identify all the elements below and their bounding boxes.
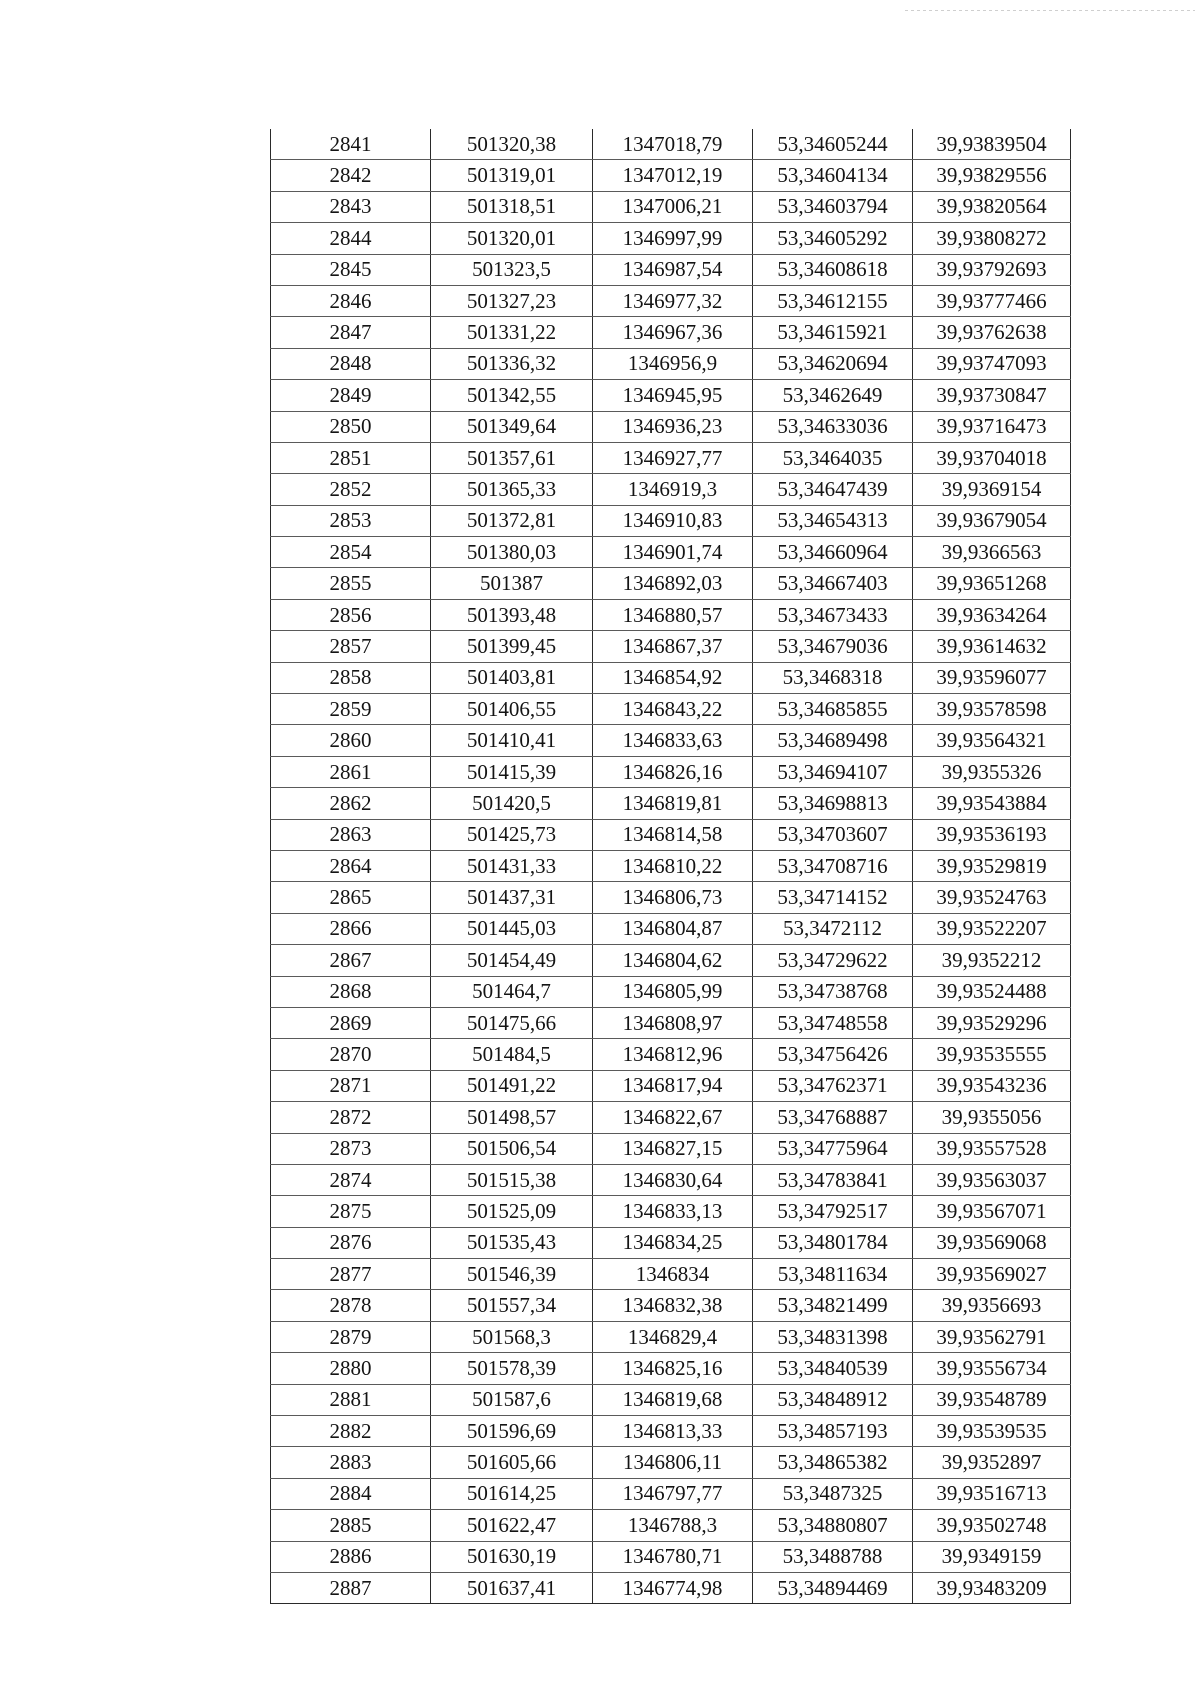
- point-number-cell: 2880: [271, 1353, 431, 1384]
- point-number-cell: 2873: [271, 1133, 431, 1164]
- x-coordinate-cell: 501445,03: [431, 913, 593, 944]
- point-number-cell: 2884: [271, 1478, 431, 1509]
- x-coordinate-cell: 501331,22: [431, 317, 593, 348]
- x-coordinate-cell: 501491,22: [431, 1070, 593, 1101]
- x-coordinate-cell: 501484,5: [431, 1039, 593, 1070]
- x-coordinate-cell: 501578,39: [431, 1353, 593, 1384]
- x-coordinate-cell: 501387: [431, 568, 593, 599]
- latitude-cell: 53,34848912: [753, 1384, 913, 1415]
- point-number-cell: 2882: [271, 1416, 431, 1447]
- y-coordinate-cell: 1346805,99: [593, 976, 753, 1007]
- longitude-cell: 39,93829556: [913, 160, 1071, 191]
- longitude-cell: 39,93634264: [913, 599, 1071, 630]
- x-coordinate-cell: 501475,66: [431, 1007, 593, 1038]
- latitude-cell: 53,34748558: [753, 1007, 913, 1038]
- x-coordinate-cell: 501498,57: [431, 1102, 593, 1133]
- latitude-cell: 53,34654313: [753, 505, 913, 536]
- x-coordinate-cell: 501323,5: [431, 254, 593, 285]
- table-row: [271, 788, 1071, 819]
- point-number-cell: 2862: [271, 788, 431, 819]
- point-number-cell: 2877: [271, 1259, 431, 1290]
- longitude-cell: 39,93543884: [913, 788, 1071, 819]
- table-row: [271, 568, 1071, 599]
- point-number-cell: 2868: [271, 976, 431, 1007]
- latitude-cell: 53,34689498: [753, 725, 913, 756]
- point-number-cell: 2857: [271, 631, 431, 662]
- x-coordinate-cell: 501320,01: [431, 223, 593, 254]
- y-coordinate-cell: 1346854,92: [593, 662, 753, 693]
- coordinates-table-container: [270, 129, 1070, 1604]
- point-number-cell: 2853: [271, 505, 431, 536]
- y-coordinate-cell: 1346829,4: [593, 1321, 753, 1352]
- latitude-cell: 53,3472112: [753, 913, 913, 944]
- y-coordinate-cell: 1346780,71: [593, 1541, 753, 1572]
- point-number-cell: 2874: [271, 1164, 431, 1195]
- longitude-cell: 39,9352897: [913, 1447, 1071, 1478]
- point-number-cell: 2863: [271, 819, 431, 850]
- longitude-cell: 39,9349159: [913, 1541, 1071, 1572]
- point-number-cell: 2875: [271, 1196, 431, 1227]
- longitude-cell: 39,93614632: [913, 631, 1071, 662]
- point-number-cell: 2841: [271, 129, 431, 160]
- latitude-cell: 53,34880807: [753, 1510, 913, 1541]
- x-coordinate-cell: 501425,73: [431, 819, 593, 850]
- x-coordinate-cell: 501320,38: [431, 129, 593, 160]
- longitude-cell: 39,93567071: [913, 1196, 1071, 1227]
- y-coordinate-cell: 1346867,37: [593, 631, 753, 662]
- table-row: [271, 945, 1071, 976]
- point-number-cell: 2844: [271, 223, 431, 254]
- y-coordinate-cell: 1346936,23: [593, 411, 753, 442]
- table-row: [271, 1541, 1071, 1572]
- x-coordinate-cell: 501596,69: [431, 1416, 593, 1447]
- latitude-cell: 53,34620694: [753, 348, 913, 379]
- point-number-cell: 2886: [271, 1541, 431, 1572]
- latitude-cell: 53,34768887: [753, 1102, 913, 1133]
- x-coordinate-cell: 501557,34: [431, 1290, 593, 1321]
- y-coordinate-cell: 1346997,99: [593, 223, 753, 254]
- point-number-cell: 2855: [271, 568, 431, 599]
- table-row: [271, 599, 1071, 630]
- longitude-cell: 39,93536193: [913, 819, 1071, 850]
- y-coordinate-cell: 1347012,19: [593, 160, 753, 191]
- table-row: [271, 505, 1071, 536]
- table-row: [271, 1227, 1071, 1258]
- table-row: [271, 725, 1071, 756]
- point-number-cell: 2860: [271, 725, 431, 756]
- x-coordinate-cell: 501349,64: [431, 411, 593, 442]
- y-coordinate-cell: 1347006,21: [593, 191, 753, 222]
- table-row: [271, 913, 1071, 944]
- x-coordinate-cell: 501525,09: [431, 1196, 593, 1227]
- latitude-cell: 53,34679036: [753, 631, 913, 662]
- longitude-cell: 39,93535555: [913, 1039, 1071, 1070]
- table-row: [271, 1164, 1071, 1195]
- x-coordinate-cell: 501410,41: [431, 725, 593, 756]
- table-row: [271, 537, 1071, 568]
- y-coordinate-cell: 1346892,03: [593, 568, 753, 599]
- point-number-cell: 2865: [271, 882, 431, 913]
- latitude-cell: 53,34708716: [753, 850, 913, 881]
- latitude-cell: 53,3464035: [753, 442, 913, 473]
- y-coordinate-cell: 1346827,15: [593, 1133, 753, 1164]
- y-coordinate-cell: 1346822,67: [593, 1102, 753, 1133]
- latitude-cell: 53,34647439: [753, 474, 913, 505]
- longitude-cell: 39,93562791: [913, 1321, 1071, 1352]
- latitude-cell: 53,34857193: [753, 1416, 913, 1447]
- latitude-cell: 53,34612155: [753, 285, 913, 316]
- latitude-cell: 53,3488788: [753, 1541, 913, 1572]
- latitude-cell: 53,34605244: [753, 129, 913, 160]
- longitude-cell: 39,93839504: [913, 129, 1071, 160]
- latitude-cell: 53,34703607: [753, 819, 913, 850]
- latitude-cell: 53,34714152: [753, 882, 913, 913]
- x-coordinate-cell: 501399,45: [431, 631, 593, 662]
- x-coordinate-cell: 501605,66: [431, 1447, 593, 1478]
- table-row: [271, 1353, 1071, 1384]
- y-coordinate-cell: 1346910,83: [593, 505, 753, 536]
- point-number-cell: 2846: [271, 285, 431, 316]
- x-coordinate-cell: 501515,38: [431, 1164, 593, 1195]
- latitude-cell: 53,34756426: [753, 1039, 913, 1070]
- y-coordinate-cell: 1346956,9: [593, 348, 753, 379]
- table-row: [271, 1007, 1071, 1038]
- longitude-cell: 39,93539535: [913, 1416, 1071, 1447]
- longitude-cell: 39,93524763: [913, 882, 1071, 913]
- y-coordinate-cell: 1346797,77: [593, 1478, 753, 1509]
- point-number-cell: 2849: [271, 380, 431, 411]
- table-row: [271, 254, 1071, 285]
- latitude-cell: 53,34762371: [753, 1070, 913, 1101]
- y-coordinate-cell: 1346810,22: [593, 850, 753, 881]
- longitude-cell: 39,93777466: [913, 285, 1071, 316]
- y-coordinate-cell: 1346843,22: [593, 694, 753, 725]
- y-coordinate-cell: 1346919,3: [593, 474, 753, 505]
- x-coordinate-cell: 501372,81: [431, 505, 593, 536]
- y-coordinate-cell: 1346806,11: [593, 1447, 753, 1478]
- x-coordinate-cell: 501415,39: [431, 756, 593, 787]
- y-coordinate-cell: 1346788,3: [593, 1510, 753, 1541]
- table-row: [271, 756, 1071, 787]
- x-coordinate-cell: 501535,43: [431, 1227, 593, 1258]
- y-coordinate-cell: 1346804,62: [593, 945, 753, 976]
- y-coordinate-cell: 1346987,54: [593, 254, 753, 285]
- table-row: [271, 1133, 1071, 1164]
- latitude-cell: 53,34821499: [753, 1290, 913, 1321]
- point-number-cell: 2852: [271, 474, 431, 505]
- y-coordinate-cell: 1347018,79: [593, 129, 753, 160]
- x-coordinate-cell: 501431,33: [431, 850, 593, 881]
- y-coordinate-cell: 1346834,25: [593, 1227, 753, 1258]
- table-row: [271, 631, 1071, 662]
- latitude-cell: 53,34865382: [753, 1447, 913, 1478]
- x-coordinate-cell: 501318,51: [431, 191, 593, 222]
- longitude-cell: 39,93522207: [913, 913, 1071, 944]
- x-coordinate-cell: 501336,32: [431, 348, 593, 379]
- longitude-cell: 39,93524488: [913, 976, 1071, 1007]
- y-coordinate-cell: 1346813,33: [593, 1416, 753, 1447]
- longitude-cell: 39,93704018: [913, 442, 1071, 473]
- x-coordinate-cell: 501454,49: [431, 945, 593, 976]
- longitude-cell: 39,93792693: [913, 254, 1071, 285]
- latitude-cell: 53,34801784: [753, 1227, 913, 1258]
- x-coordinate-cell: 501327,23: [431, 285, 593, 316]
- longitude-cell: 39,93820564: [913, 191, 1071, 222]
- longitude-cell: 39,9356693: [913, 1290, 1071, 1321]
- x-coordinate-cell: 501342,55: [431, 380, 593, 411]
- x-coordinate-cell: 501614,25: [431, 1478, 593, 1509]
- table-row: [271, 1196, 1071, 1227]
- latitude-cell: 53,3487325: [753, 1478, 913, 1509]
- table-row: [271, 223, 1071, 254]
- longitude-cell: 39,93808272: [913, 223, 1071, 254]
- table-row: [271, 1321, 1071, 1352]
- x-coordinate-cell: 501393,48: [431, 599, 593, 630]
- latitude-cell: 53,34738768: [753, 976, 913, 1007]
- point-number-cell: 2866: [271, 913, 431, 944]
- point-number-cell: 2858: [271, 662, 431, 693]
- longitude-cell: 39,93747093: [913, 348, 1071, 379]
- y-coordinate-cell: 1346817,94: [593, 1070, 753, 1101]
- latitude-cell: 53,34667403: [753, 568, 913, 599]
- longitude-cell: 39,93564321: [913, 725, 1071, 756]
- x-coordinate-cell: 501403,81: [431, 662, 593, 693]
- point-number-cell: 2887: [271, 1572, 431, 1603]
- latitude-cell: 53,34615921: [753, 317, 913, 348]
- y-coordinate-cell: 1346812,96: [593, 1039, 753, 1070]
- latitude-cell: 53,34729622: [753, 945, 913, 976]
- latitude-cell: 53,3468318: [753, 662, 913, 693]
- x-coordinate-cell: 501587,6: [431, 1384, 593, 1415]
- longitude-cell: 39,93516713: [913, 1478, 1071, 1509]
- y-coordinate-cell: 1346833,63: [593, 725, 753, 756]
- x-coordinate-cell: 501568,3: [431, 1321, 593, 1352]
- x-coordinate-cell: 501357,61: [431, 442, 593, 473]
- longitude-cell: 39,93569068: [913, 1227, 1071, 1258]
- y-coordinate-cell: 1346880,57: [593, 599, 753, 630]
- point-number-cell: 2861: [271, 756, 431, 787]
- y-coordinate-cell: 1346834: [593, 1259, 753, 1290]
- y-coordinate-cell: 1346833,13: [593, 1196, 753, 1227]
- point-number-cell: 2870: [271, 1039, 431, 1070]
- latitude-cell: 53,34698813: [753, 788, 913, 819]
- point-number-cell: 2871: [271, 1070, 431, 1101]
- latitude-cell: 53,34694107: [753, 756, 913, 787]
- longitude-cell: 39,93596077: [913, 662, 1071, 693]
- table-row: [271, 411, 1071, 442]
- longitude-cell: 39,93716473: [913, 411, 1071, 442]
- latitude-cell: 53,34604134: [753, 160, 913, 191]
- table-row: [271, 285, 1071, 316]
- longitude-cell: 39,93543236: [913, 1070, 1071, 1101]
- table-row: [271, 1102, 1071, 1133]
- longitude-cell: 39,9366563: [913, 537, 1071, 568]
- y-coordinate-cell: 1346825,16: [593, 1353, 753, 1384]
- table-row: [271, 1290, 1071, 1321]
- point-number-cell: 2883: [271, 1447, 431, 1478]
- point-number-cell: 2869: [271, 1007, 431, 1038]
- table-row: [271, 819, 1071, 850]
- table-row: [271, 1510, 1071, 1541]
- latitude-cell: 53,34685855: [753, 694, 913, 725]
- x-coordinate-cell: 501464,7: [431, 976, 593, 1007]
- latitude-cell: 53,34633036: [753, 411, 913, 442]
- y-coordinate-cell: 1346901,74: [593, 537, 753, 568]
- table-row: [271, 317, 1071, 348]
- latitude-cell: 53,34673433: [753, 599, 913, 630]
- y-coordinate-cell: 1346832,38: [593, 1290, 753, 1321]
- y-coordinate-cell: 1346819,81: [593, 788, 753, 819]
- latitude-cell: 53,34608618: [753, 254, 913, 285]
- point-number-cell: 2859: [271, 694, 431, 725]
- point-number-cell: 2856: [271, 599, 431, 630]
- table-row: [271, 1572, 1071, 1603]
- point-number-cell: 2867: [271, 945, 431, 976]
- longitude-cell: 39,93548789: [913, 1384, 1071, 1415]
- latitude-cell: 53,34894469: [753, 1572, 913, 1603]
- y-coordinate-cell: 1346804,87: [593, 913, 753, 944]
- longitude-cell: 39,93563037: [913, 1164, 1071, 1195]
- longitude-cell: 39,93730847: [913, 380, 1071, 411]
- table-row: [271, 1384, 1071, 1415]
- longitude-cell: 39,93529819: [913, 850, 1071, 881]
- latitude-cell: 53,34783841: [753, 1164, 913, 1195]
- y-coordinate-cell: 1346826,16: [593, 756, 753, 787]
- longitude-cell: 39,93529296: [913, 1007, 1071, 1038]
- x-coordinate-cell: 501420,5: [431, 788, 593, 819]
- y-coordinate-cell: 1346977,32: [593, 285, 753, 316]
- table-row: [271, 474, 1071, 505]
- table-row: [271, 662, 1071, 693]
- longitude-cell: 39,9355326: [913, 756, 1071, 787]
- table-row: [271, 1070, 1071, 1101]
- point-number-cell: 2843: [271, 191, 431, 222]
- latitude-cell: 53,34831398: [753, 1321, 913, 1352]
- latitude-cell: 53,34811634: [753, 1259, 913, 1290]
- point-number-cell: 2878: [271, 1290, 431, 1321]
- x-coordinate-cell: 501637,41: [431, 1572, 593, 1603]
- point-number-cell: 2876: [271, 1227, 431, 1258]
- y-coordinate-cell: 1346774,98: [593, 1572, 753, 1603]
- longitude-cell: 39,9355056: [913, 1102, 1071, 1133]
- latitude-cell: 53,34775964: [753, 1133, 913, 1164]
- y-coordinate-cell: 1346806,73: [593, 882, 753, 913]
- scan-edge-mark: [905, 10, 1195, 11]
- table-row: [271, 348, 1071, 379]
- table-row: [271, 442, 1071, 473]
- point-number-cell: 2845: [271, 254, 431, 285]
- table-row: [271, 976, 1071, 1007]
- table-row: [271, 850, 1071, 881]
- point-number-cell: 2854: [271, 537, 431, 568]
- longitude-cell: 39,93556734: [913, 1353, 1071, 1384]
- latitude-cell: 53,3462649: [753, 380, 913, 411]
- y-coordinate-cell: 1346945,95: [593, 380, 753, 411]
- longitude-cell: 39,93679054: [913, 505, 1071, 536]
- table-row: [271, 129, 1071, 160]
- x-coordinate-cell: 501365,33: [431, 474, 593, 505]
- longitude-cell: 39,93578598: [913, 694, 1071, 725]
- x-coordinate-cell: 501630,19: [431, 1541, 593, 1572]
- x-coordinate-cell: 501506,54: [431, 1133, 593, 1164]
- table-row: [271, 1416, 1071, 1447]
- latitude-cell: 53,34660964: [753, 537, 913, 568]
- point-number-cell: 2851: [271, 442, 431, 473]
- longitude-cell: 39,9352212: [913, 945, 1071, 976]
- table-row: [271, 1259, 1071, 1290]
- y-coordinate-cell: 1346819,68: [593, 1384, 753, 1415]
- latitude-cell: 53,34840539: [753, 1353, 913, 1384]
- longitude-cell: 39,9369154: [913, 474, 1071, 505]
- y-coordinate-cell: 1346808,97: [593, 1007, 753, 1038]
- y-coordinate-cell: 1346967,36: [593, 317, 753, 348]
- point-number-cell: 2864: [271, 850, 431, 881]
- table-row: [271, 1039, 1071, 1070]
- point-number-cell: 2847: [271, 317, 431, 348]
- y-coordinate-cell: 1346830,64: [593, 1164, 753, 1195]
- table-row: [271, 191, 1071, 222]
- longitude-cell: 39,93569027: [913, 1259, 1071, 1290]
- x-coordinate-cell: 501546,39: [431, 1259, 593, 1290]
- longitude-cell: 39,93483209: [913, 1572, 1071, 1603]
- table-row: [271, 160, 1071, 191]
- x-coordinate-cell: 501437,31: [431, 882, 593, 913]
- latitude-cell: 53,34792517: [753, 1196, 913, 1227]
- latitude-cell: 53,34603794: [753, 191, 913, 222]
- x-coordinate-cell: 501380,03: [431, 537, 593, 568]
- table-row: [271, 694, 1071, 725]
- y-coordinate-cell: 1346927,77: [593, 442, 753, 473]
- latitude-cell: 53,34605292: [753, 223, 913, 254]
- coordinates-table-body: [271, 129, 1071, 1604]
- y-coordinate-cell: 1346814,58: [593, 819, 753, 850]
- x-coordinate-cell: 501622,47: [431, 1510, 593, 1541]
- longitude-cell: 39,93651268: [913, 568, 1071, 599]
- point-number-cell: 2842: [271, 160, 431, 191]
- table-row: [271, 882, 1071, 913]
- longitude-cell: 39,93762638: [913, 317, 1071, 348]
- table-row: [271, 1447, 1071, 1478]
- point-number-cell: 2848: [271, 348, 431, 379]
- x-coordinate-cell: 501406,55: [431, 694, 593, 725]
- point-number-cell: 2872: [271, 1102, 431, 1133]
- coordinates-table: [270, 129, 1071, 1604]
- longitude-cell: 39,93557528: [913, 1133, 1071, 1164]
- point-number-cell: 2881: [271, 1384, 431, 1415]
- longitude-cell: 39,93502748: [913, 1510, 1071, 1541]
- table-row: [271, 380, 1071, 411]
- point-number-cell: 2850: [271, 411, 431, 442]
- point-number-cell: 2885: [271, 1510, 431, 1541]
- table-row: [271, 1478, 1071, 1509]
- point-number-cell: 2879: [271, 1321, 431, 1352]
- x-coordinate-cell: 501319,01: [431, 160, 593, 191]
